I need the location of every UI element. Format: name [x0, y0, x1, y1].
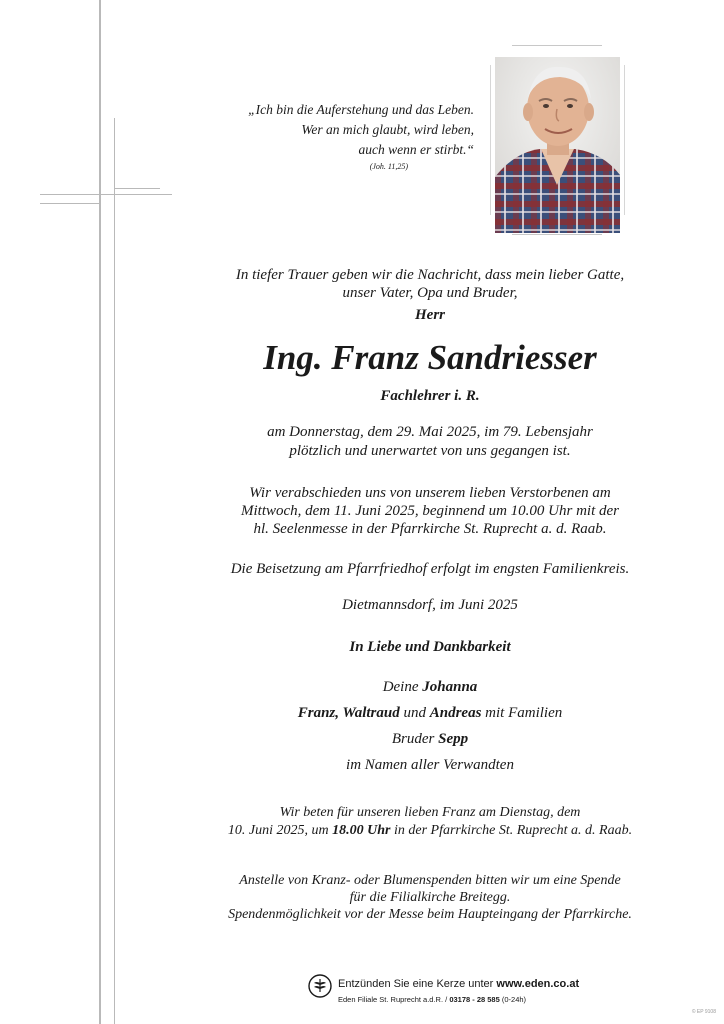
frame-right-line — [624, 65, 625, 215]
farewell-line-2: Mittwoch, dem 11. Juni 2025, beginnend um 10.00 Uhr mit der — [240, 503, 619, 519]
death-notice-line-1: am Donnerstag, dem 29. Mai 2025, im 79. Lebensjahr — [267, 424, 593, 440]
cross-horizontal-line-1 — [40, 194, 172, 195]
deceased-title: Fachlehrer i. R. — [380, 388, 480, 404]
portrait-frame — [490, 45, 625, 235]
mourners-list — [200, 674, 660, 778]
footer-candle-text: Entzünden Sie eine Kerze unter www.eden.co.at — [338, 978, 580, 990]
prayer-line-2: 10. Juni 2025, um 18.00 Uhr in der Pfarrkirche St. Ruprecht a. d. Raab. — [227, 823, 633, 838]
farewell-line-1: Wir verabschieden uns von unserem lieben Verstorbenen am — [249, 485, 611, 501]
mourner-line-3: Bruder Sepp — [391, 731, 469, 747]
mourner-line-4: im Namen aller Verwandten — [346, 757, 514, 773]
portrait-photo — [495, 57, 620, 233]
death-notice — [200, 423, 660, 461]
footer-phone: 03178 - 28 585 — [449, 995, 500, 1004]
salutation: Herr — [415, 307, 445, 323]
bible-quote — [224, 100, 474, 174]
farewell-text — [200, 484, 660, 538]
deceased-name: Ing. Franz Sandriesser — [263, 338, 597, 377]
mourner-line-1: Deine Johanna — [382, 679, 478, 695]
mourner-line-2: Franz, Waltraud und Andreas mit Familien — [297, 705, 563, 721]
frame-bottom-line — [512, 234, 602, 235]
frame-left-line — [490, 65, 491, 215]
quote-line-3: auch wenn er stirbt.“ — [358, 142, 474, 157]
farewell-line-3: hl. Seelenmesse in der Pfarrkirche St. Ruprecht a. d. Raab. — [253, 521, 607, 537]
frame-top-line — [512, 45, 602, 46]
quote-line-2: Wer an mich glaubt, wird leben, — [301, 122, 474, 137]
cross-horizontal-line-2 — [114, 188, 160, 189]
eden-logo-icon — [308, 974, 332, 998]
footer-address: Eden Filiale St. Ruprecht a.d.R. / 03178 - 28 585 (0-24h) — [338, 995, 527, 1004]
print-code: © EP 9108 — [691, 1009, 716, 1015]
intro-line-2: unser Vater, Opa und Bruder, — [342, 285, 518, 301]
donation-line-2: für die Filialkirche Breitegg. — [349, 890, 511, 905]
cross-horizontal-line-3 — [40, 203, 100, 204]
donation-line-1: Anstelle von Kranz- oder Blumenspenden bitten wir um eine Spende — [239, 873, 621, 888]
intro-text — [200, 266, 660, 324]
donation-text — [190, 872, 670, 923]
cross-vertical-line-2 — [114, 118, 115, 1024]
quote-line-1: „Ich bin die Auferstehung und das Leben. — [248, 102, 474, 117]
mourner-johanna: Johanna — [422, 679, 478, 695]
death-notice-line-2: plötzlich und unerwartet von uns gegangen ist. — [289, 443, 571, 459]
prayer-line-1: Wir beten für unseren lieben Franz am Dienstag, dem — [279, 805, 581, 820]
donation-line-3: Spendenmöglichkeit vor der Messe beim Haupteingang der Pfarrkirche. — [228, 907, 632, 922]
burial-text: Die Beisetzung am Pfarrfriedhof erfolgt im engsten Familienkreis. — [230, 561, 630, 577]
intro-line-1: In tiefer Trauer geben wir die Nachricht, dass mein lieber Gatte, — [235, 267, 625, 283]
quote-reference: (Joh. 11,25) — [369, 162, 408, 171]
closing-text: In Liebe und Dankbarkeit — [349, 639, 511, 655]
cross-vertical-line-1 — [99, 0, 101, 1024]
footer-url[interactable]: www.eden.co.at — [496, 978, 580, 990]
place-date: Dietmannsdorf, im Juni 2025 — [342, 597, 518, 613]
prayer-text — [200, 804, 660, 840]
